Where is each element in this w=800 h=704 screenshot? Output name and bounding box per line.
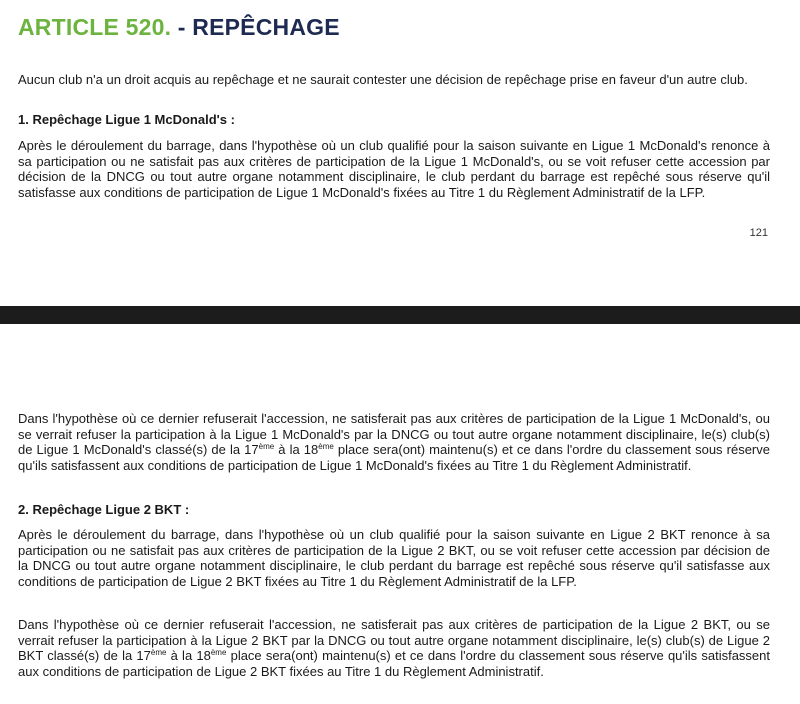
title-separator: - <box>171 14 193 40</box>
article-title <box>18 14 340 41</box>
page-number: 121 <box>749 227 768 239</box>
document-page-1 <box>0 0 800 306</box>
section-2-heading: 2. Repêchage Ligue 2 BKT : <box>18 502 190 517</box>
page-gap <box>0 306 800 324</box>
section-2-paragraph-1: Après le déroulement du barrage, dans l'hypothèse où un club qualifié pour la saison suivante en Ligue 2 BKT renonce à sa participation ou ne satisfait pas aux critères de participation de la Ligue 2 BKT, ou se voit refuser cette accession par décision de la DNCG ou tout autre organe notamment disciplinaire, le club perdant du barrage est repêché sous réserve qu'il satisfasse aux conditions de participation de Ligue 2 BKT fixées au Titre 1 du Règlement Administratif de la LFP. <box>18 527 770 589</box>
article-number: ARTICLE 520. <box>18 14 172 40</box>
section-1-paragraph-1: Après le déroulement du barrage, dans l'hypothèse où un club qualifié pour la saison suivante en Ligue 1 McDonald's renonce à sa participation ou ne satisfait pas aux critères de participation de la Ligue 1 McDonald's, ou se voit refuser cette accession par décision de la DNCG ou tout autre organe notamment disciplinaire, le club perdant du barrage est repêché sous réserve qu'il satisfasse aux conditions de participation de Ligue 1 McDonald's fixées au Titre 1 du Règlement Administratif de la LFP. <box>18 138 770 200</box>
intro-paragraph: Aucun club n'a un droit acquis au repêchage et ne saurait contester une décision de repêchage prise en faveur d'un autre club. <box>18 72 748 87</box>
section-1-heading: 1. Repêchage Ligue 1 McDonald's : <box>18 112 235 127</box>
article-name: REPÊCHAGE <box>192 14 340 40</box>
section-1-paragraph-2: Dans l'hypothèse où ce dernier refuserait l'accession, ne satisferait pas aux critères de participation de la Ligue 1 McDonald's, ou se verrait refuser la participation à la Ligue 1 McDonald's par la DNCG ou tout autre organe notamment disciplinaire, le(s) club(s) de Ligue 1 McDonald's classé(s) de la 17ème à la 18ème place sera(ont) maintenu(s) et ce dans l'ordre du classement sous réserve qu'ils satisfassent aux conditions de participation de Ligue 1 McDonald's fixées au Titre 1 du Règlement Administratif. <box>18 411 770 473</box>
section-2-paragraph-2: Dans l'hypothèse où ce dernier refuserait l'accession, ne satisferait pas aux critères de participation de la Ligue 2 BKT, ou se verrait refuser la participation à la Ligue 2 BKT par la DNCG ou tout autre organe notamment disciplinaire, le(s) club(s) de Ligue 2 BKT classé(s) de la 17ème à la 18ème place sera(ont) maintenu(s) et ce dans l'ordre du classement sous réserve qu'ils satisfassent aux conditions de participation de Ligue 2 BKT fixées au Titre 1 du Règlement Administratif. <box>18 617 770 679</box>
